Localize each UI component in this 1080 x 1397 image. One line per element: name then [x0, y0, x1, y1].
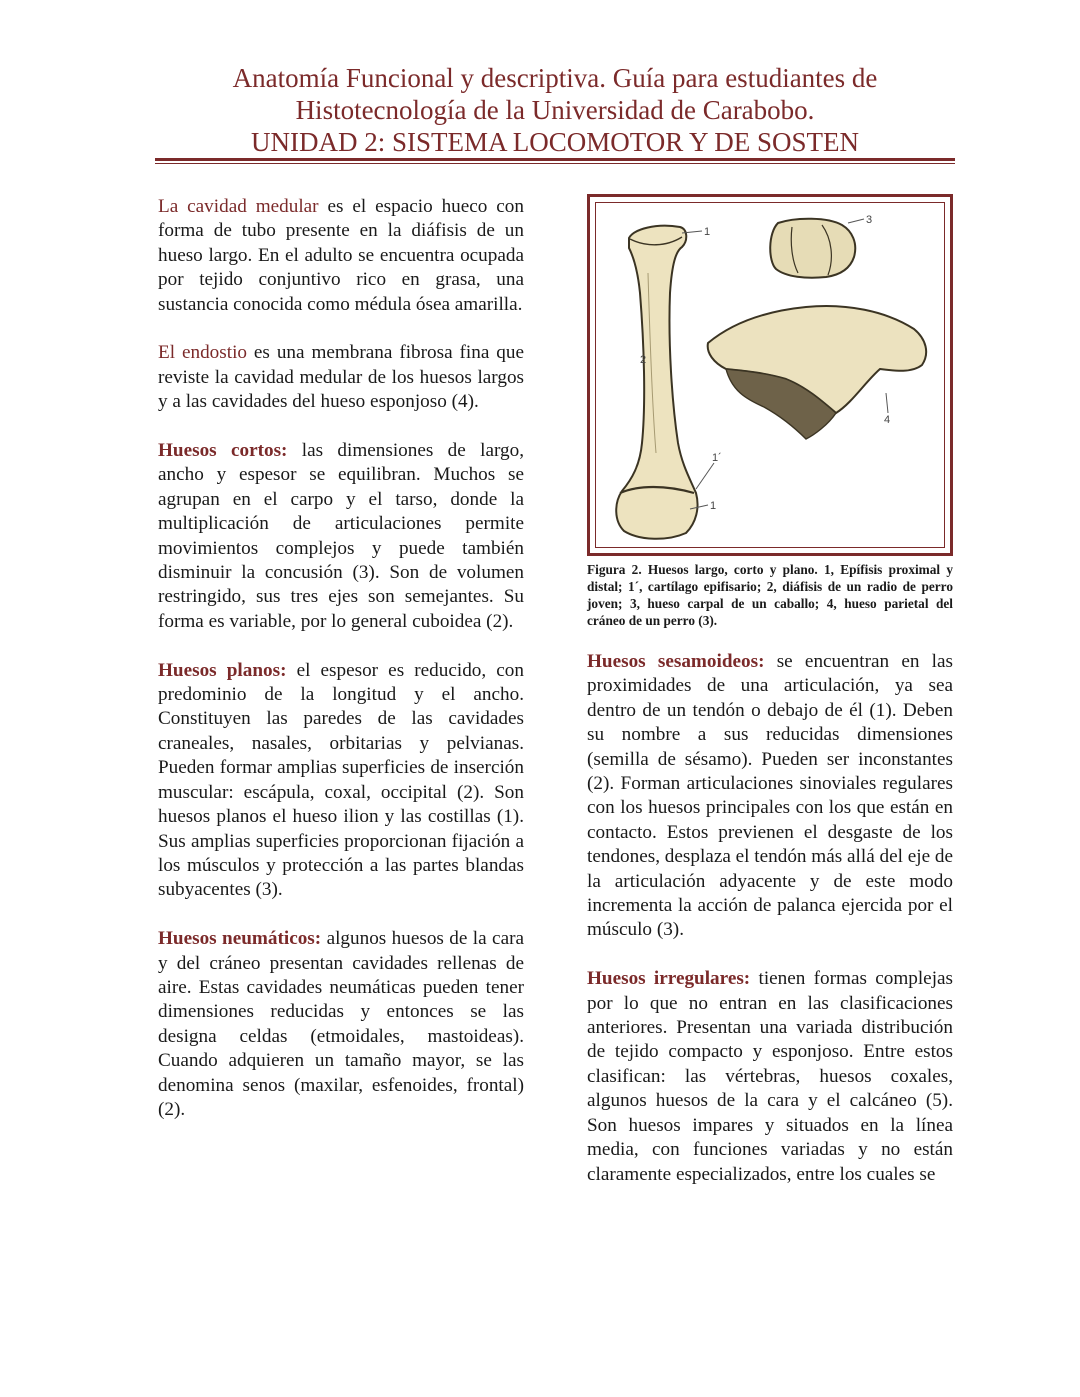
- term-huesos-cortos: Huesos cortos:: [158, 440, 288, 462]
- figure-frame: [587, 194, 953, 556]
- paragraph-text: las dimensiones de largo, ancho y espesor se equilibran. Muchos se agrupan en el carpo y el tarso, donde la multiplicación de articulaciones permite movimientos complejos y puede también disminuir la concusión (3). Son de volumen restringido, sus tres ejes son semejantes. Su forma es variable, por lo general cuboidea (2).: [158, 440, 524, 632]
- paragraph-text: es el espacio hueco con forma de tubo presente en la diáfisis de un hueso largo. En el adulto se encuentra ocupada por tejido conjuntivo rico en grasa, una sustancia conocida como médula ósea amarilla.: [158, 196, 524, 315]
- paragraph-text: tienen formas complejas por lo que no entran en las clasificaciones anteriores. Presentan una variada distribución de tejido compacto y esponjoso. Entre estos clasifican: las vértebras, huesos coxales, algunos huesos de la cara y el calcáneo (5). Son huesos impares y situados en la línea media, con funciones variadas y no están claramente especializados, entre los cuales se: [587, 968, 954, 1185]
- page-header: [155, 62, 955, 158]
- paragraph-endostio: [158, 341, 524, 414]
- paragraph-huesos-cortos: [158, 439, 524, 634]
- figure-label-2: 2: [640, 354, 647, 366]
- term-cavidad-medular: La cavidad medular: [158, 196, 319, 217]
- right-column: [587, 650, 953, 1211]
- paragraph-text: algunos huesos de la cara y del cráneo presentan cavidades rellenas de aire. Estas cavidades neumáticas pueden tener dimensiones reducidas y entonces se las designa celdas (etmoidales, mastoideas). Cuando adquieren un tamaño mayor, se las denomina senos (maxilar, esfenoides, frontal) (2).: [158, 928, 524, 1120]
- paragraph-text: el espesor es reducido, con predominio de la longitud y el ancho. Constituyen las paredes de las cavidades craneales, nasales, orbitarias y pelvianas. Pueden formar amplias superficies de inserción muscular: escápula, coxal, occipital (2). Son huesos planos el hueso ilion y las costillas (1). Sus amplias superficies proporcionan fijación a los músculos y protección a las partes blandas subyacentes (3).: [158, 659, 524, 901]
- short-bone-illustration: [770, 219, 855, 278]
- header-line-3: UNIDAD 2: SISTEMA LOCOMOTOR Y DE SOSTEN: [250, 127, 860, 157]
- paragraph-huesos-planos: [158, 659, 524, 903]
- term-huesos-planos: Huesos planos:: [158, 659, 287, 681]
- header-line-1: Anatomía Funcional y descriptiva. Guía para estudiantes de: [232, 63, 878, 93]
- paragraph-text: se encuentran en las proximidades de una articulación, ya sea dentro de un tendón o debajo de él (1). Deben su nombre a sus reducidas dimensiones (semilla de sésamo). Pueden ser inconstantes (2). Forman articulaciones sinoviales regulares con los huesos principales con los que están en contacto. Estos previenen el desgaste de los tendones, desplaza el tendón más allá del eje de la articulación adyacente y de este modo incrementa la acción de palanca ejercida por el músculo (3).: [587, 651, 954, 941]
- term-huesos-neumaticos: Huesos neumáticos:: [158, 928, 322, 950]
- term-huesos-irregulares: Huesos irregulares:: [587, 968, 751, 990]
- label-leader-1prime: [696, 463, 714, 489]
- paragraph-huesos-sesamoideos: [587, 650, 953, 943]
- label-leader-3: [848, 219, 864, 223]
- paragraph-huesos-neumaticos: [158, 927, 524, 1122]
- left-column: [158, 195, 524, 1147]
- bones-illustration: [596, 203, 944, 547]
- figure-caption: Figura 2. Huesos largo, corto y plano. 1, Epífisis proximal y distal; 1´, cartílago epifisario; 2, diáfisis de un radio de perro joven; 3, hueso carpal de un caballo; 4, hueso parietal del cráneo de un perro (3).: [587, 562, 953, 628]
- figure-label-1: 1: [704, 226, 711, 238]
- paragraph-cavidad-medular: [158, 195, 524, 317]
- header-line-2: Histotecnología de la Universidad de Carabobo.: [295, 95, 815, 125]
- figure-label-3: 3: [866, 214, 873, 226]
- header-rule-thick: [155, 158, 955, 161]
- label-leader-4: [886, 393, 888, 413]
- figure-label-4: 4: [884, 414, 891, 426]
- term-huesos-sesamoideos: Huesos sesamoideos:: [587, 651, 765, 672]
- figure-image: [595, 202, 945, 548]
- figure-label-1b: 1: [710, 500, 717, 512]
- paragraph-huesos-irregulares: [587, 967, 953, 1187]
- header-rule-thin: [155, 163, 955, 164]
- figure-label-1prime: 1´: [712, 452, 722, 464]
- term-endostio: El endostio: [158, 342, 247, 364]
- paragraph-text: es una membrana fibrosa fina que reviste la cavidad medular de los huesos largos y a las cavidades del hueso esponjoso (4).: [158, 342, 524, 413]
